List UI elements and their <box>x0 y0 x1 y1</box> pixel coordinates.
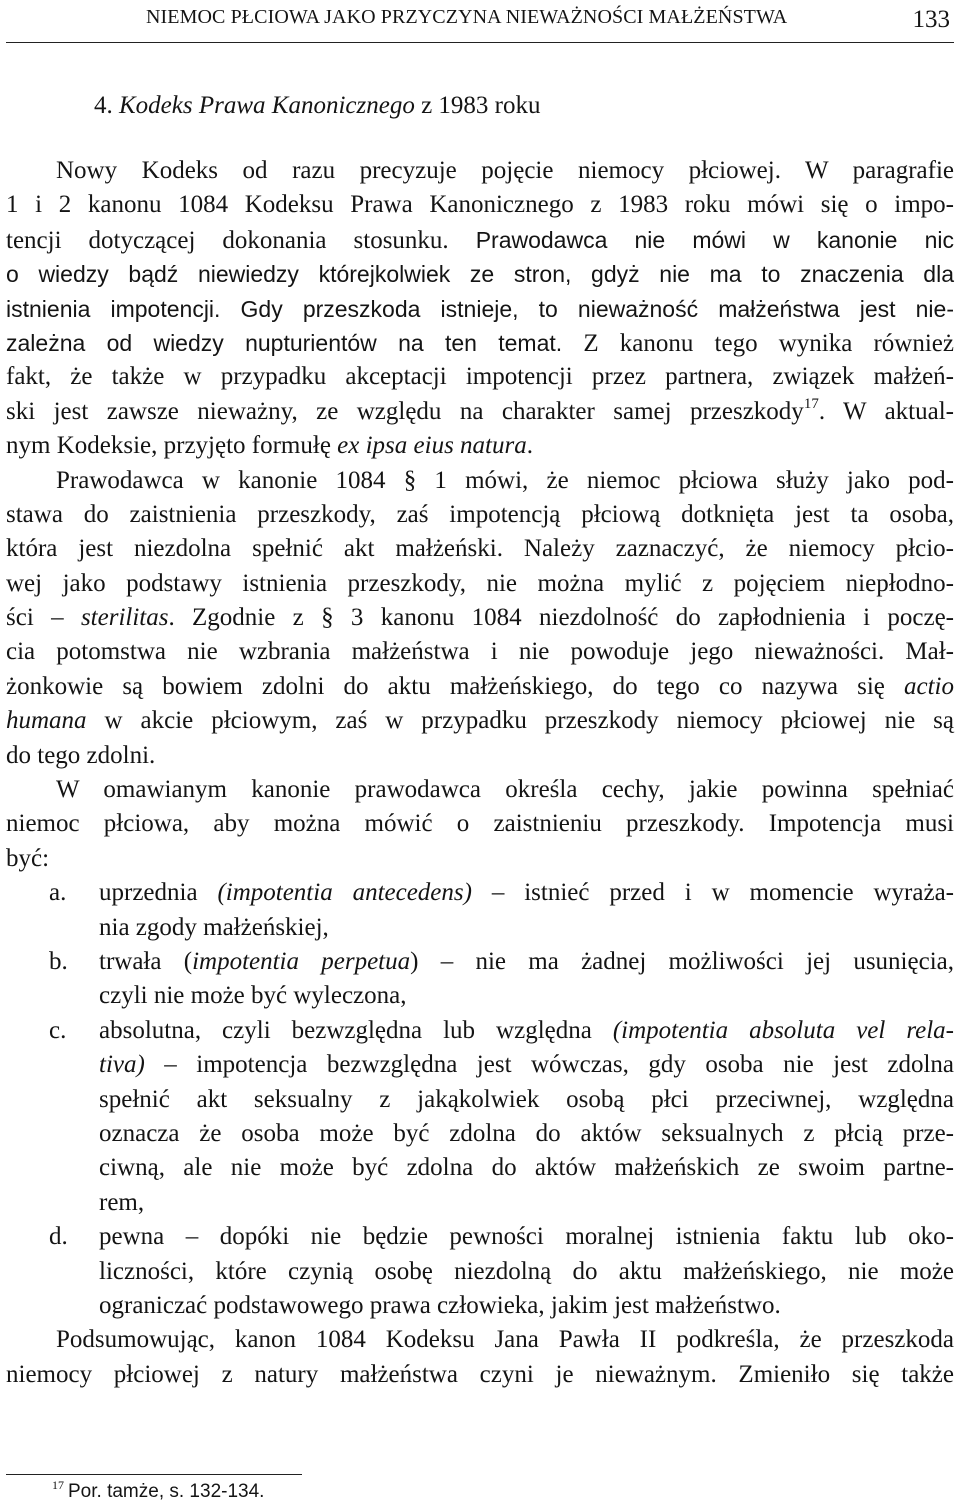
text-line: do tego zdolni. <box>6 741 156 769</box>
text-line: Nowy Kodeks od razu precyzuje pojęcie niemocy płciowej. W paragrafie <box>56 157 954 184</box>
text-line: 1 i 2 kanonu 1084 Kodeksu Prawa Kanonicznego z 1983 roku mówi się o impo- <box>6 191 954 219</box>
text-line: niemocy płciowej z natury małżeństwa czyni je nieważnym. Zmieniło się także <box>6 1360 954 1388</box>
text-line: Prawodawca w kanonie 1084 § 1 mówi, że niemoc płciowa służy jako pod- <box>56 466 954 494</box>
text-line: cia potomstwa nie wzbrania małżeństwa i nie powoduje jego nieważności. Mał- <box>6 638 954 666</box>
text-run: . <box>526 432 533 460</box>
paragraph <box>6 464 954 774</box>
text-line: o wiedzy bądź niewiedzy którejkolwiek ze stron, gdyż nie ma to znaczenia dla <box>6 261 954 288</box>
section-number: 4. <box>94 92 113 119</box>
text-run-italic: (impotentia absoluta vel rela- <box>612 1016 954 1044</box>
list-item <box>6 1220 954 1323</box>
text-line: wej jako podstawy istnienia przeszkody, nie można mylić z pojęciem niepłodno- <box>6 569 954 597</box>
criteria-list <box>6 876 954 1323</box>
body-text <box>6 154 954 1392</box>
section-title-italic: Kodeks Prawa Kanonicznego <box>119 92 415 119</box>
text-line <box>6 395 954 429</box>
text-line: spełnić akt seksualny z jakąkolwiek osobą płci przeciwnej, względna <box>99 1085 954 1113</box>
page-number: 133 <box>912 6 950 33</box>
text-run-italic: (impotentia antecedens) <box>217 879 472 907</box>
text-line: która jest niezdolna spełnić akt małżeński. Należy zaznaczyć, że niemocy płcio- <box>6 535 954 563</box>
text-run: – istnieć przed i w momencie wyraża- <box>471 879 954 907</box>
text-run: uprzednia <box>99 879 218 907</box>
text-run-italic: tiva) <box>99 1051 145 1079</box>
text-run: Prawodawca nie mówi w kanonie nic <box>475 226 954 253</box>
text-line: rem, <box>99 1188 145 1216</box>
text-line: fakt, że także w przypadku akceptacji impotencji przez partnera, związek małżeń- <box>6 363 954 391</box>
text-line: oznacza że osoba może być zdolna do aktów seksualnych z płcią prze- <box>99 1119 954 1147</box>
running-title: NIEMOC PŁCIOWA JAKO PRZYCZYNA NIEWAŻNOŚCI MAŁŻEŃSTWA <box>146 6 788 28</box>
text-run: zależna od wiedzy nupturientów na ten temat. <box>6 329 563 356</box>
text-line <box>99 945 954 979</box>
text-run: – impotencja bezwzględna jest wówczas, gdy osoba nie jest zdolna <box>144 1051 954 1079</box>
document-page <box>6 0 954 1511</box>
text-run: tencji dotyczącej dokonania stosunku. <box>6 226 449 254</box>
text-line <box>99 1014 954 1048</box>
footnote-reference[interactable]: 17 <box>803 395 819 412</box>
text-line <box>6 326 954 360</box>
text-line: istnienia impotencji. Gdy przeszkoda istnieje, to nieważność małżeństwa jest nie- <box>6 295 954 322</box>
section-title-rest: z 1983 roku <box>421 92 541 119</box>
text-line <box>6 670 954 704</box>
text-run: ści – <box>6 604 81 632</box>
paragraph <box>6 773 954 876</box>
list-item <box>6 1014 954 1220</box>
text-run-italic: humana <box>6 707 87 735</box>
text-run: żonkowie są bowiem zdolni do aktu małżeńskiego, do tego co nazywa się <box>6 672 904 700</box>
list-label: a. <box>49 879 67 907</box>
text-run: ) – nie ma żadnej możliwości jej usunięcia, <box>410 947 954 975</box>
text-line <box>6 223 954 257</box>
list-item <box>6 876 954 945</box>
text-run: . Zgodnie z § 3 kanonu 1084 niezdolność do zapłodnienia i poczę- <box>168 604 954 632</box>
list-label: c. <box>49 1016 67 1044</box>
list-item <box>6 945 954 1014</box>
text-line: pewna – dopóki nie będzie pewności moralnej istnienia faktu lub oko- <box>99 1223 954 1251</box>
running-header <box>6 2 954 43</box>
text-line: stawa do zaistnienia przeszkody, zaś impotencją płciową dotknięta jest ta osoba, <box>6 500 954 528</box>
footnote <box>52 1478 265 1503</box>
text-line: ograniczać podstawowego prawa człowieka, jakim jest małżeństwo. <box>99 1291 781 1319</box>
list-label: b. <box>49 947 68 975</box>
text-line <box>6 429 954 463</box>
footnote-number: 17 <box>52 1478 64 1492</box>
text-run: absolutna, czyli bezwzględna lub względna <box>99 1016 613 1044</box>
text-line <box>99 1048 954 1082</box>
footnote-divider <box>6 1474 302 1475</box>
text-run-italic: ex ipsa eius natura <box>337 432 527 460</box>
text-run: trwała ( <box>99 947 193 975</box>
footnote-text: Por. tamże, s. 132-134. <box>68 1481 265 1502</box>
text-run: nym Kodeksie, przyjęto formułę <box>6 432 338 460</box>
text-line <box>6 601 954 635</box>
text-run-italic: impotentia perpetua <box>192 947 411 975</box>
text-run: Z kanonu tego wynika również <box>583 329 955 357</box>
text-run: ski jest zawsze nieważny, ze względu na charakter samej przeszkody <box>6 397 804 425</box>
text-line: Podsumowując, kanon 1084 Kodeksu Jana Pawła II podkreśla, że przeszkoda <box>56 1326 954 1354</box>
text-run-italic: sterilitas <box>80 604 169 632</box>
text-line: nia zgody małżeńskiej, <box>99 913 329 941</box>
text-line: czyli nie może być wyleczona, <box>99 982 407 1010</box>
text-line: liczności, które czynią osobę niezdolną do aktu małżeńskiego, nie może <box>99 1257 954 1285</box>
paragraph <box>6 1323 954 1392</box>
text-line <box>6 704 954 738</box>
text-run: w akcie płciowym, zaś w przypadku przeszkody niemocy płciowej nie są <box>86 707 954 735</box>
paragraph <box>6 154 954 464</box>
text-run-italic: actio <box>904 672 954 700</box>
section-heading <box>94 89 541 123</box>
text-line <box>99 876 954 910</box>
text-run: . W aktual- <box>818 397 954 425</box>
text-line: być: <box>6 844 50 872</box>
text-line: ciwną, ale nie może być zdolna do aktów małżeńskich ze swoim partne- <box>99 1154 954 1182</box>
list-label: d. <box>49 1223 68 1251</box>
text-line: niemoc płciowa, aby można mówić o zaistnieniu przeszkody. Impotencja musi <box>6 810 954 838</box>
text-line: W omawianym kanonie prawodawca określa cechy, jakie powinna spełniać <box>56 776 954 804</box>
